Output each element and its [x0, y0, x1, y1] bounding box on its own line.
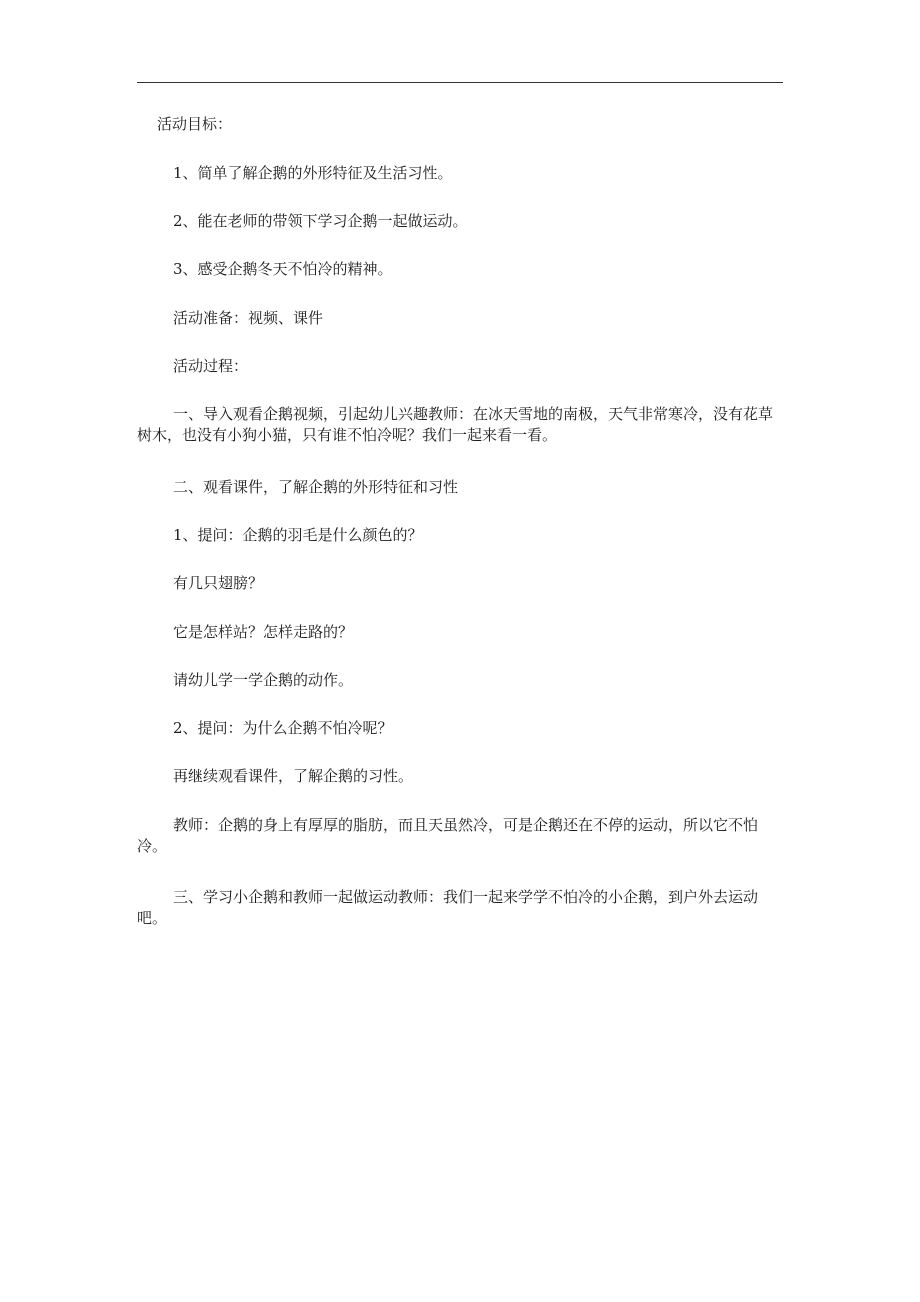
question-item: 1、提问：企鹅的羽毛是什么颜色的？ [173, 526, 423, 544]
question-item: 2、提问：为什么企鹅不怕冷呢？ [173, 719, 393, 737]
goal-item: 2、能在老师的带领下学习企鹅一起做运动。 [173, 212, 468, 230]
teacher-explanation: 教师：企鹅的身上有厚厚的脂肪，而且天虽然冷，可是企鹅还在不停的运动，所以它不怕冷。 [137, 816, 759, 855]
process-step-paragraph: 二、观看课件，了解企鹅的外形特征和习性 [173, 478, 459, 496]
section-heading-preparation: 活动准备：视频、课件 [173, 309, 324, 327]
goal-item: 1、简单了解企鹅的外形特征及生活习性。 [173, 164, 453, 182]
section-heading-process: 活动过程： [173, 357, 249, 375]
goal-item: 3、感受企鹅冬天不怕冷的精神。 [173, 260, 393, 278]
section-heading-goals: 活动目标： [157, 115, 233, 133]
header-rule [137, 82, 783, 83]
question-item: 它是怎样站？怎样走路的？ [173, 623, 354, 641]
question-item: 有几只翅膀？ [173, 574, 264, 592]
process-step-paragraph: 三、学习小企鹅和教师一起做运动教师：我们一起来学学不怕冷的小企鹅，到户外去运动吧。 [137, 888, 759, 927]
question-item: 请幼儿学一学企鹅的动作。 [173, 671, 354, 689]
question-item: 再继续观看课件，了解企鹅的习性。 [173, 767, 414, 785]
process-step-paragraph: 一、导入观看企鹅视频，引起幼儿兴趣教师：在冰天雪地的南极，天气非常寒冷，没有花草树木，也没有小狗小猫，只有谁不怕冷呢？我们一起来看一看。 [137, 405, 774, 444]
